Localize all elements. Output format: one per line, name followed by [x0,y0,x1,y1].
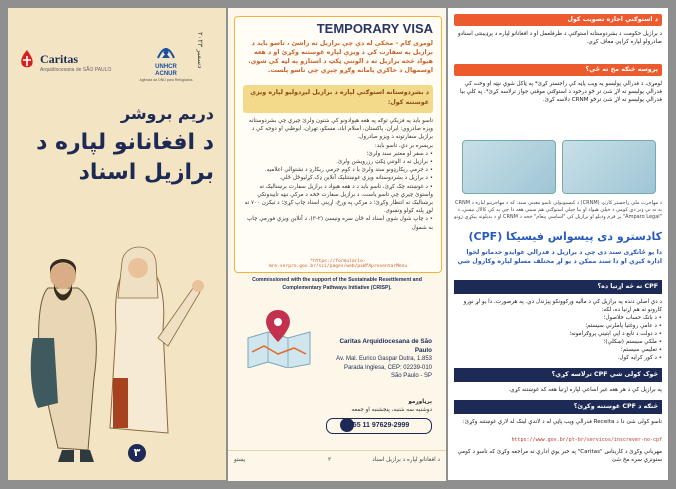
cpf-link[interactable]: https://www.gov.br/pt-br/servicos/inscrever-no-cpf [511,437,662,443]
cover-subtitle: دریم بروشر [120,104,214,123]
unhcr-logo-subtext: Agência da ONU para Refugiados [139,78,193,82]
list-item: • د سفر او معتبر سند ولرئ؛ [366,150,433,157]
list-item: • د چاپ شول شوي اسناد له ځان سره ونیسئ (۲-۳)، د آنلاین ویزې فورمې چاپ به شمول [247,216,433,231]
people-illustration [18,228,218,468]
cpf-subtitle: دا یو ځانګړی سند دی چې د برازیل د فدرالي عوایدو خدماتو لخوا اداره کیږي او دا سند ممکن د یو لړ مختلف مسلو لپاره وکارول شي [457,249,662,265]
unhcr-logo [136,42,196,82]
list-item: تاسو باید په فزیکي توګه په هغه هېوادونو کې شتون ولرئ چیرې چې بشردوستانه ویزه صادروي: ایران، پاکستان، اسلام اباد، مسکو، تهران، ابوظبي او دوحه کې د برازیل سفارتونه د ویزو صادرول. [248,118,433,141]
list-item: • د بانک حساب خلاصول؛ [603,315,662,321]
cover-panel [8,8,226,480]
contact-address-2: Parada Inglesa, CEP: 02239-010 [343,364,432,371]
page-number: ۳ [128,444,146,462]
visa-intro: لومړی ګام - مخکې له دې چې برازیل ته راشئ ، تاسو باید د برازیل په سفارت کې د ویزې لپاره غوښتنه وکړئ او د هغه هیواد څخه برازیل ته د الوتنې ټکټ د استازو په لټه کې شوي. اوسمهال د خاکري پامانه وګړو چېږي چي تاسو پلست. [248,40,433,74]
residence-card-images [462,140,654,192]
heading-cpf-need: CPF ته څه اړتیا ده؟ [454,280,662,294]
list-item: • د کور کرایه کول. [617,355,662,361]
visa-form-link[interactable]: *https://formulario-mre.serpro.gov.br/sci/pages/web/pxWfApresentarMenu [268,259,408,269]
caritas-logo-text: Caritas [40,52,78,66]
list-item: • برازیل ته د الوتنې ټکټ رزرویشن ولرئ. [336,159,433,166]
contact-name: Caritas Arquidiocesana de São Paulo [339,338,432,354]
unhcr-logo-text: UNHCR ACNUR [155,64,177,77]
text-how-to-apply: تاسو کولی شئ دا د Receita فدرالي ویب پاڼې له د لاندې لینک له لارې غوښتنه وکړئ: [462,419,662,425]
map-pin-icon [244,308,314,368]
heading-process: پروسه څنګه مخ ته ځي؟ [454,64,662,76]
contact-city: São Paulo - SP [390,373,432,379]
heading-who-can-get-cpf: څوک کولی شي CPF ترلاسه کړي؟ [454,368,662,382]
cpf-uses [454,298,662,362]
list-item: د دې اصلي دنده په برازیل کې د مالیه ورکوونکو پېژندل دي. په هرصورت، دا یو لړ نورو کارونو ته هم اړتیا ده، لکه: [463,299,662,313]
list-item: • ملکي سیستم (ښکلي)؛ [603,339,662,345]
list-item: • د دولت د تابع د اپي اېتیني پروګرامونه؛ [569,331,662,337]
text-caritas-help: مهرباني وکړئ د کاریتاس "Caritas" په خبر یوې ادارې ته مراجعه وکړئ که تاسو د کومې ستونزې سره مخ شئ [457,449,662,463]
cover-title: د افغانانو لپاره د برازیل اسناد [36,130,214,185]
opening-hours-heading: ېرڼاوږمو [408,399,432,405]
footer-strip [228,450,446,481]
list-item: • د غوښتنه چک کړئ، تاسو باید د د هغه هېواد د برازیل سفارت برښنالیک ته واستوئ چیرې چې تاسو یاست، د برازیل سفارت څخه د مرکې نېټه تاییدونکي برښنالیک ته انتظار وکړئ؛ د مرکې په ورځ، اړینې اسناد چاپ کړئ؛ د تیکرن ۷۰۰ ته لوړ پلنه کولو ونښوی. [244,183,433,215]
opening-hours-days: دوشنبه سه شنبه، پنجشنبه او جمعه [351,407,432,413]
list-item: • تعلیمي سیستم؛ [620,347,662,353]
commission-note: Commissioned with the support of the Sustainable Resettlement and Complementary Pathways Initiative (CRISP). [252,277,422,291]
visa-requirements-list [243,117,433,232]
crnm-card-front [462,140,556,194]
temporary-visa-box [234,16,442,273]
heading-how-to-apply: څنګه د CPF غوښتنه وکړئ؟ [454,400,662,414]
text-process: لومړی، د فدرالي پولیسو په ویب پاڼه کې راجستر کړئ* په ټاکل شوې نېټه او وخت کې فدرالي پولیسو ته لاړ شئ تر څو درخود د استوګنې موقتي جواز ترلاسه کړئ*. په کلي بیا فدرالي پولیسو ته لاړ شئ ترڅو CRNM دلاسه کړئ. [459,81,662,103]
contact-address: Av. Mal. Eurico Gaspar Dutra, 1.853 [336,356,432,362]
crnm-card-back [562,140,656,194]
contact-block [322,338,432,381]
list-item: • د عامې روغتیا پاملرنې سیستم؛ [585,323,662,329]
list-item: بریسره بر دې، تاسو باید: [374,142,433,149]
cpf-title: کادسترو دی پیسواس فیسیکا (CPF) [468,230,662,243]
footer-page-number: ۳ [328,457,332,463]
unhcr-emblem-icon [155,42,177,60]
text-residence-approval: د برازیل حکومت د بشردوستانه استوګنې د ظرفلعمل او د افغانانو لپاره د پرډیبنتی اسنادو صادرولو لپاره کراپي معاف کړي. [457,31,662,45]
caritas-logo-subtext: Arquidiocesana de SÃO PAULO [40,67,112,73]
middle-panel [228,8,446,480]
footer-language: پښتو [234,457,246,463]
footer-title: د افغانانو لپاره د برازیل اسناد [372,457,440,463]
opening-hours [282,398,432,414]
visa-banner: د بشردوستانه استوګنې لپاره د برازیل لیږدولیو لپاره ویزې غوښتنه کول: [243,85,433,113]
date-label: دسمبر ۲۰۲۳ [196,32,204,69]
text-who-can-get-cpf: په برازیل کې د هر هغه غیر اساعي لپاره اړتیا هغه که غوښتنه کړي. [508,387,662,393]
crnm-note: د مهاجرت ملي راجستر کارټ (CRNM) د کیسیونولي تاسو معیني سند. که د مهاجرینو لپاره د CRNM نه نه نې ډېر دي کومې د خپلې هیواد او بیا خپلې استوګنې هم سمې هغه دا چې په کې کالال نیسي، د "Amparo Legal" پر فرم ودیلو او برازیل کې "اساسي پیغام" څخه د CRNM او د بدیلونه پیکړي ژونو [454,200,662,220]
list-item: • د جرمي ریکارډونو سند ولرئ یا د کوم جرمي ریکارډ د نشتوالي اعلامیه. [264,167,433,174]
caritas-logo [16,48,112,76]
caritas-flame-icon [16,48,38,70]
heading-residence-approval: د استوګنې اجازه تصویب کول [454,14,662,26]
right-panel [448,8,668,480]
visa-title: TEMPORARY VISA [316,21,433,36]
phone-number[interactable]: +55 11 97629-2999 [326,418,432,434]
list-item: • د برازیل د بشردوستانه ویزې غوښتنلیک آنلاین ډک کړلیوځل ځلي. [279,175,433,182]
